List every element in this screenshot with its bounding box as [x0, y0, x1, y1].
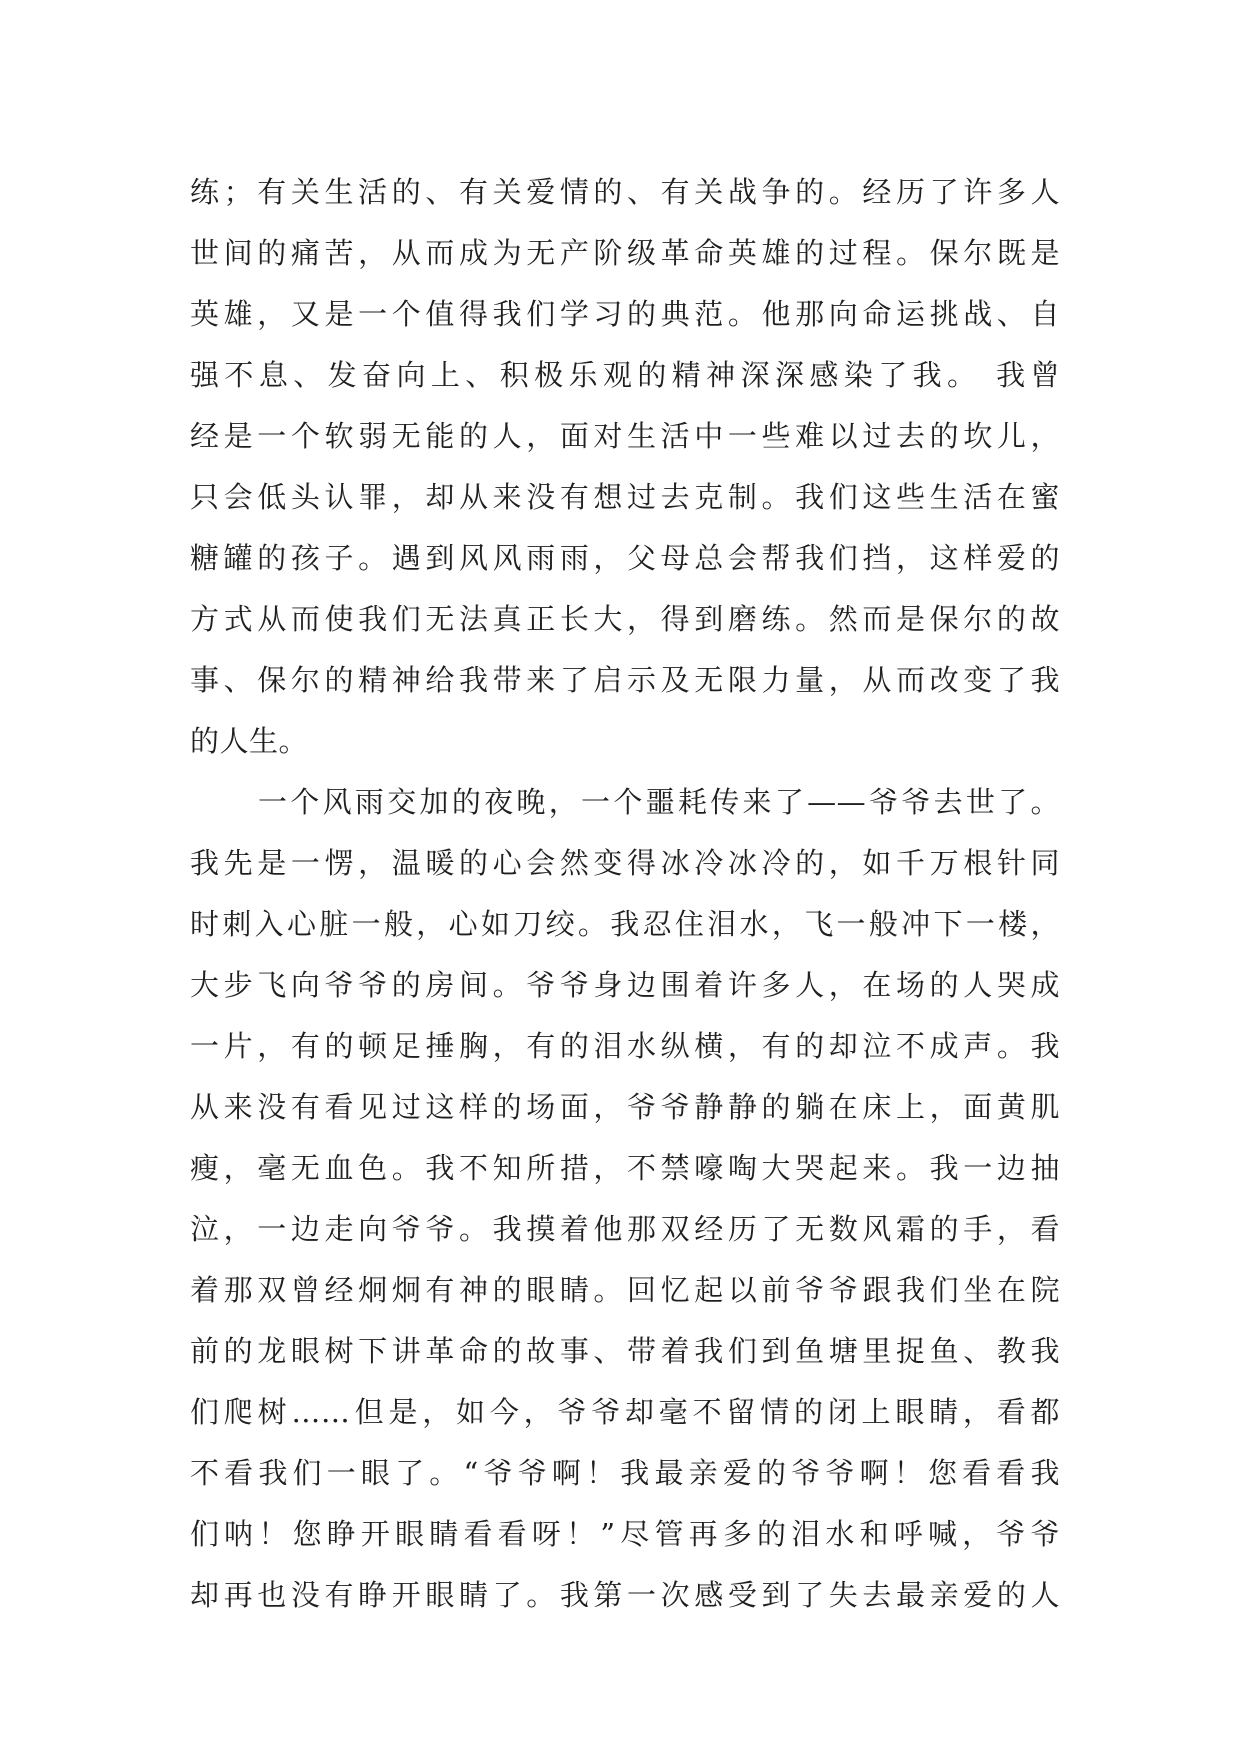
text-line: 大步飞向爷爷的房间。爷爷身边围着许多人，在场的人哭成 [190, 968, 1060, 1002]
text-line: 着那双曾经炯炯有神的眼睛。回忆起以前爷爷跟我们坐在院 [190, 1273, 1060, 1307]
text-line: 经是一个软弱无能的人，面对生活中一些难以过去的坎儿， [190, 419, 1060, 453]
text-line: 强不息、发奋向上、积极乐观的精神深深感染了我。 我曾 [190, 358, 1060, 392]
body-text [190, 162, 1060, 1626]
text-line: 练；有关生活的、有关爱情的、有关战争的。经历了许多人 [190, 175, 1060, 209]
text-line: 不看我们一眼了。“爷爷啊！我最亲爱的爷爷啊！您看看我 [190, 1456, 1060, 1490]
text-line: 泣，一边走向爷爷。我摸着他那双经历了无数风霜的手，看 [190, 1212, 1060, 1246]
text-line: 们呐！您睁开眼睛看看呀！”尽管再多的泪水和呼喊，爷爷 [190, 1517, 1060, 1551]
text-line: 我先是一愣，温暖的心会然变得冰冷冰冷的，如千万根针同 [190, 846, 1060, 880]
text-line: 的人生。 [190, 724, 309, 758]
text-line: 瘦，毫无血色。我不知所措，不禁嚎啕大哭起来。我一边抽 [190, 1151, 1060, 1185]
text-line: 一个风雨交加的夜晚，一个噩耗传来了——爷爷去世了。 [258, 785, 1060, 819]
paragraph-1 [190, 162, 1060, 772]
text-line: 世间的痛苦，从而成为无产阶级革命英雄的过程。保尔既是 [190, 236, 1060, 270]
text-line: 前的龙眼树下讲革命的故事、带着我们到鱼塘里捉鱼、教我 [190, 1334, 1060, 1368]
paragraph-2 [190, 772, 1060, 1626]
text-line: 时刺入心脏一般，心如刀绞。我忍住泪水，飞一般冲下一楼， [190, 907, 1060, 941]
text-line: 从来没有看见过这样的场面，爷爷静静的躺在床上，面黄肌 [190, 1090, 1060, 1124]
text-line: 们爬树……但是，如今，爷爷却毫不留情的闭上眼睛，看都 [190, 1395, 1060, 1429]
text-line: 糖罐的孩子。遇到风风雨雨，父母总会帮我们挡，这样爱的 [190, 541, 1060, 575]
text-line: 一片，有的顿足捶胸，有的泪水纵横，有的却泣不成声。我 [190, 1029, 1060, 1063]
text-line: 英雄，又是一个值得我们学习的典范。他那向命运挑战、自 [190, 297, 1060, 331]
text-line: 只会低头认罪，却从来没有想过去克制。我们这些生活在蜜 [190, 480, 1060, 514]
text-line: 方式从而使我们无法真正长大，得到磨练。然而是保尔的故 [190, 602, 1060, 636]
text-line: 事、保尔的精神给我带来了启示及无限力量，从而改变了我 [190, 663, 1060, 697]
text-line: 却再也没有睁开眼睛了。我第一次感受到了失去最亲爱的人 [190, 1578, 1060, 1612]
